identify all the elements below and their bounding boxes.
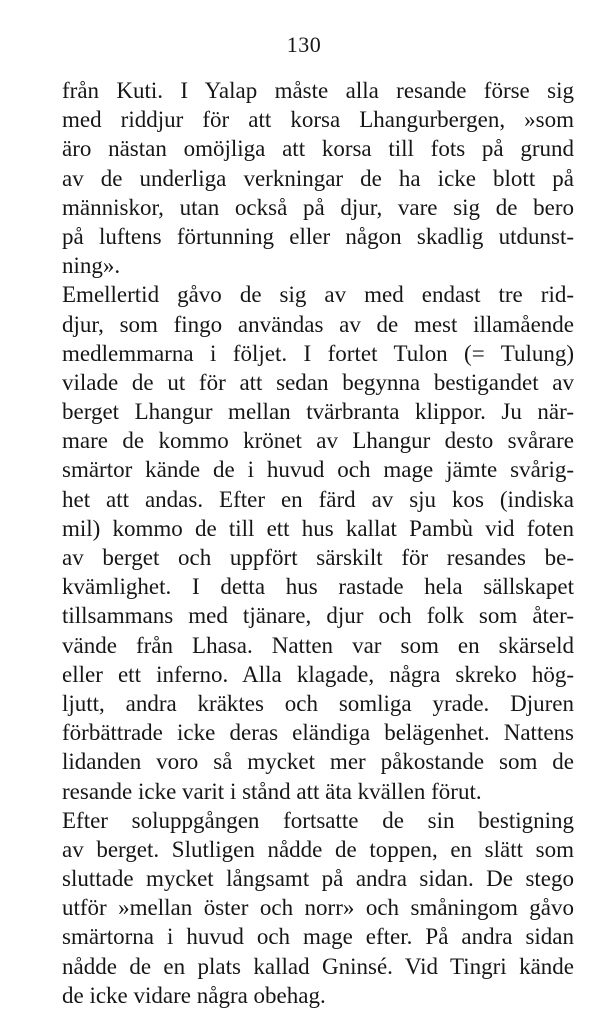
text-line: förbättrade icke deras eländiga belägenhet. Nattens (62, 720, 574, 746)
text-line: av berget och uppfört särskilt för resandes be- (62, 545, 574, 570)
text-line: mare de kommo krönet av Lhangur desto svårare (62, 428, 574, 454)
text-line: sluttade mycket långsamt på andra sidan. De stego (62, 866, 574, 892)
text-line: de icke vidare några obehag. (62, 982, 326, 1008)
text-line: ning». (62, 253, 121, 279)
text-line: het att andas. Efter en färd av sju kos (indiska (62, 486, 574, 512)
text-line: från Kuti. I Yalap måste alla resande förse sig (62, 78, 574, 103)
text-line: smärtorna i huvud och mage efter. På andra sidan (62, 924, 574, 950)
page-number: 130 (286, 32, 322, 57)
text-line: smärtor kände de i huvud och mage jämte svårig- (62, 457, 574, 483)
text-line: utför »mellan öster och norr» och småningom gåvo (62, 895, 574, 921)
text-line: av berget. Slutligen nådde de toppen, en slätt som (62, 836, 574, 862)
text-line: berget Lhangur mellan tvärbranta klippor. Ju när- (62, 399, 574, 425)
text-line: nådde de en plats kallad Gninsé. Vid Tingri kände (62, 953, 574, 979)
text-line: på luftens förtunning eller någon skadlig utdunst- (62, 223, 574, 249)
text-line: resande icke varit i stånd att äta kvällen förut. (62, 778, 482, 804)
text-line: kvämlighet. I detta hus rastade hela sällskapet (62, 574, 574, 600)
text-line: mil) kommo de till ett hus kallat Pambù vid foten (62, 515, 574, 541)
text-line: djur, som fingo användas av de mest illamående (62, 311, 574, 337)
text-line: Emellertid gåvo de sig av med endast tre rid- (62, 282, 574, 308)
text-line: vände från Lhasa. Natten var som en skärseld (62, 632, 574, 658)
text-line: människor, utan också på djur, vare sig de bero (62, 194, 574, 220)
text-line: av de underliga verkningar de ha icke blott på (62, 165, 574, 191)
text-line: med riddjur för att korsa Lhangurbergen, »som (62, 107, 574, 133)
body-text (62, 76, 574, 1010)
text-line: ljutt, andra kräktes och somliga yrade. Djuren (62, 690, 574, 716)
text-line: eller ett inferno. Alla klagade, några skreko hög- (62, 661, 574, 687)
text-line: tillsammans med tjänare, djur och folk som åter- (62, 603, 574, 629)
text-line: Efter soluppgången fortsatte de sin bestigning (62, 807, 574, 833)
text-line: lidanden voro så mycket mer påkostande som de (62, 749, 574, 775)
text-line: äro nästan omöjliga att korsa till fots på grund (62, 136, 574, 162)
text-line: vilade de ut för att sedan begynna bestigandet av (62, 369, 574, 395)
text-line: medlemmarna i följet. I fortet Tulon (= Tulung) (62, 340, 574, 366)
